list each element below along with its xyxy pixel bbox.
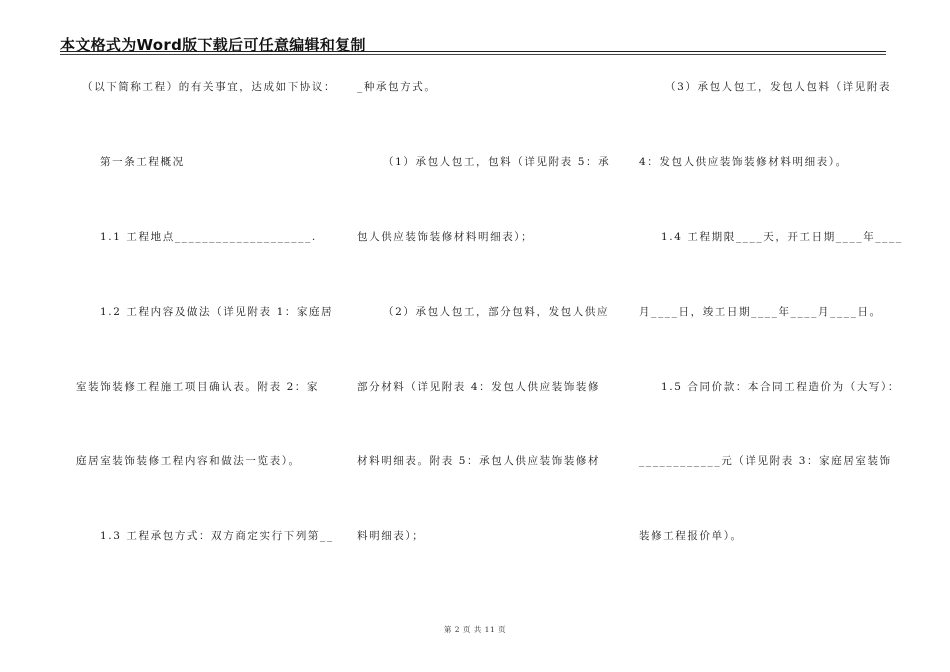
text-line: 4：发包人供应装饰装修材料明细表）。 <box>639 156 848 168</box>
text-line: 室装饰装修工程施工项目确认表。附表 2：家 <box>76 381 320 393</box>
text-line: _种承包方式。 <box>357 81 437 93</box>
text-line: 月____日，竣工日期____年____月____日。 <box>639 306 882 318</box>
text-line: 1.3 工程承包方式：双方商定实行下列第__ <box>100 530 334 542</box>
text-line: （3）承包人包工，发包人包料（详见附表 <box>665 81 892 93</box>
text-line: ____________元（详见附表 3：家庭居室装饰 <box>639 455 892 467</box>
text-line: 装修工程报价单）。 <box>639 530 743 542</box>
text-line: 1.5 合同价款：本合同工程造价为（大写）： <box>661 381 900 393</box>
text-line: （以下简称工程）的有关事宜，达成如下协议： <box>82 81 337 93</box>
text-line: 料明细表）； <box>357 530 425 542</box>
header-rule-thick <box>60 51 886 52</box>
text-line: （2）承包人包工，部分包料，发包人供应 <box>383 306 610 318</box>
text-line: 1.4 工程期限____天，开工日期____年____ <box>661 231 903 243</box>
page-header-title: 本文格式为Word版下载后可任意编辑和复制 <box>60 36 366 54</box>
text-line: （1）承包人包工，包料（详见附表 5：承 <box>383 156 611 168</box>
text-line: 1.2 工程内容及做法（详见附表 1：家庭居 <box>100 306 334 318</box>
header-rule-thin <box>60 54 886 55</box>
section-heading: 第一条工程概况 <box>100 156 185 168</box>
text-line: 材料明细表。附表 5：承包人供应装饰装修材 <box>357 455 601 467</box>
text-line: 1.1 工程地点____________________. <box>100 231 317 243</box>
page-number-footer: 第 2 页 共 11 页 <box>443 625 507 634</box>
text-line: 部分材料（详见附表 4：发包人供应装饰装修 <box>357 381 601 393</box>
text-line: 庭居室装饰装修工程内容和做法一览表）。 <box>76 455 301 467</box>
text-line: 包人供应装饰装修材料明细表）； <box>357 231 534 243</box>
